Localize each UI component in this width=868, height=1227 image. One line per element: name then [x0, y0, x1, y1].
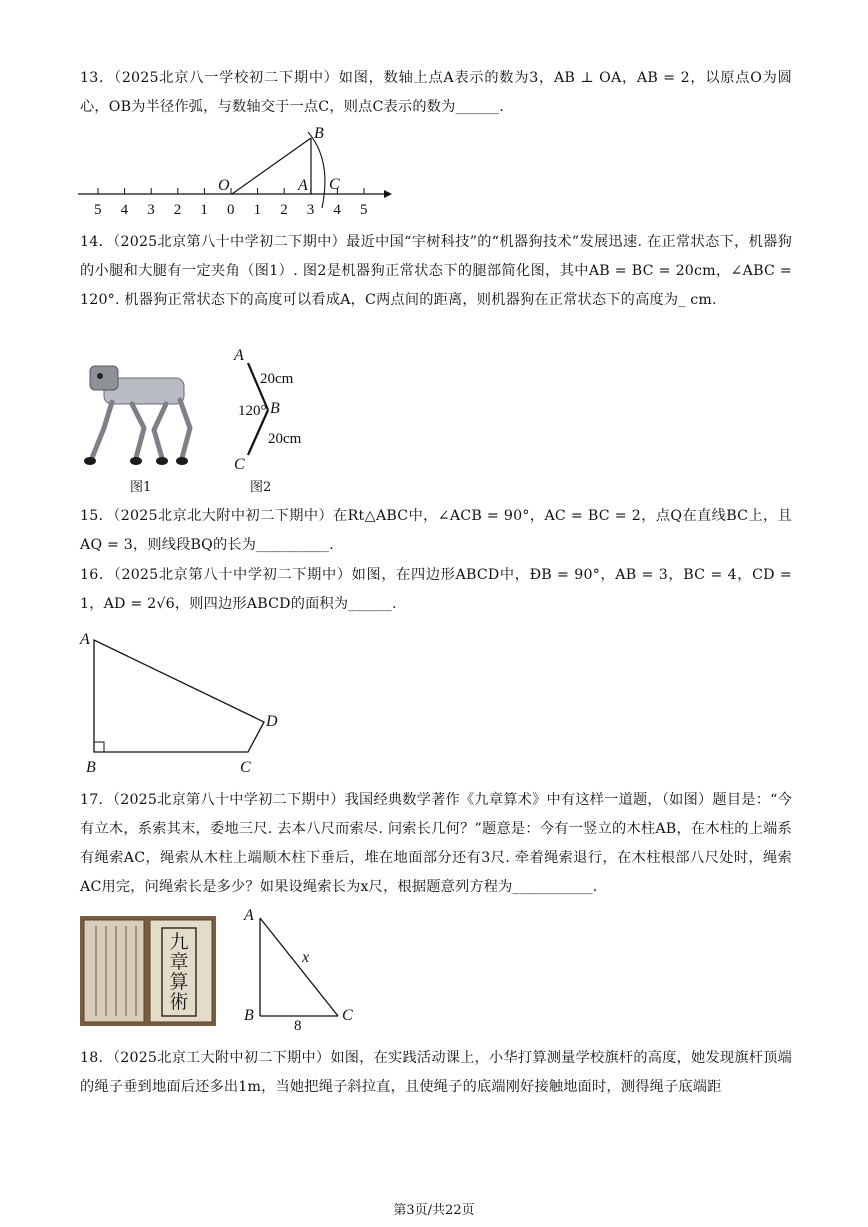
point-C-label: C — [329, 176, 340, 193]
q14-figures — [110, 345, 330, 495]
question-17: 17．（2025北京第八十中学初二下期中）我国经典数学著作《九章算术》中有这样一道题，（如图）题目是：“今有立木，系索其末，委地三尺. 去本八尺而索尽. 问索长几何？”题意是：今有一竖立的木柱AB，在木柱的上端系有绳索AC，绳索从木柱上端顺木柱下垂后，堆在地面部分还有3尺. 牵着绳索退行，在木柱根部八尺处时，绳索AC用完，问绳索长是多少？如果设绳索长为x尺，根据题意列方程为___________. — [80, 792, 792, 895]
q16-quadrilateral-figure — [76, 626, 296, 778]
question-13: 13．（2025北京八一学校初二下期中）如图，数轴上点A表示的数为3，AB ⊥ OA，AB = 2，以原点O为圆心，OB为半径作弧，与数轴交于一点C，则点C表示的数为______. — [80, 70, 792, 115]
fig2-AB-length: 20cm — [260, 371, 294, 387]
tick-label: 2 — [280, 202, 288, 218]
question-14: 14．（2025北京第八十中学初二下期中）最近中国“宇树科技”的“机器狗技术”发展迅速. 在正常状态下，机器狗的小腿和大腿有一定夹角（图1）. 图2是机器狗正常状态下的腿部简化图，其中AB = BC = 20cm，∠ABC = 120°. 机器狗正常状态下的高度可以看成A，C两点间的距离，则机器狗在正常状态下的高度为_ cm. — [80, 234, 792, 308]
q16-point-D: D — [266, 713, 278, 730]
tick-label: 5 — [94, 202, 102, 218]
fig2-caption: 图2 — [250, 480, 272, 495]
tick-label: 4 — [333, 202, 341, 218]
q17-point-C: C — [342, 1007, 353, 1024]
tick-label: 0 — [227, 202, 235, 218]
q16-point-C: C — [240, 759, 251, 776]
fig2-point-A: A — [234, 347, 244, 364]
question-15: 15．（2025北京北大附中初二下期中）在Rt△ABC中，∠ACB = 90°，AC = BC = 2，点Q在直线BC上，且AQ = 3，则线段BQ的长为__________. — [80, 508, 792, 553]
q17-base-length: 8 — [294, 1018, 302, 1032]
q17-point-B: B — [244, 1007, 254, 1024]
fig2-point-B: B — [270, 400, 280, 417]
tick-label: 1 — [253, 202, 262, 218]
q17-point-A: A — [244, 907, 254, 924]
fig2-angle: 120° — [238, 403, 267, 419]
question-18: 18．（2025北京工大附中初二下期中）如图，在实践活动课上，小华打算测量学校旗杆的高度，她发现旗杆顶端的绳子垂到地面后还多出1m，当她把绳子斜拉直，且使绳子的底端刚好接触地面时，测得绳子底端距 — [80, 1050, 792, 1095]
q17-triangle-figure — [238, 906, 368, 1032]
q17-hypotenuse-x: x — [302, 949, 310, 966]
jiuzhang-book-image — [80, 916, 216, 1026]
fig1-caption: 图1 — [130, 480, 152, 495]
fig2-point-C: C — [234, 456, 245, 473]
page-footer: 第3页/共22页 — [393, 1203, 475, 1218]
tick-label: 5 — [360, 202, 368, 218]
question-16: 16．（2025北京第八十中学初二下期中）如图，在四边形ABCD中，ÐB = 90°，AB = 3，BC = 4，CD = 1，AD = 2√6，则四边形ABCD的面积为______. — [80, 567, 792, 612]
q16-point-A: A — [80, 631, 90, 648]
tick-label: 1 — [200, 202, 208, 218]
tick-label: 2 — [173, 202, 182, 218]
point-O-label: O — [218, 177, 230, 194]
book-title: 九章算術 — [169, 931, 189, 1013]
point-A-label: A — [298, 177, 308, 194]
tick-label: 4 — [120, 202, 129, 218]
q13-number-line-figure — [76, 126, 396, 220]
tick-label: 3 — [147, 202, 155, 218]
point-B-label: B — [314, 126, 324, 142]
tick-label: 3 — [306, 202, 315, 218]
fig2-BC-length: 20cm — [268, 431, 302, 447]
q16-point-B: B — [86, 759, 96, 776]
